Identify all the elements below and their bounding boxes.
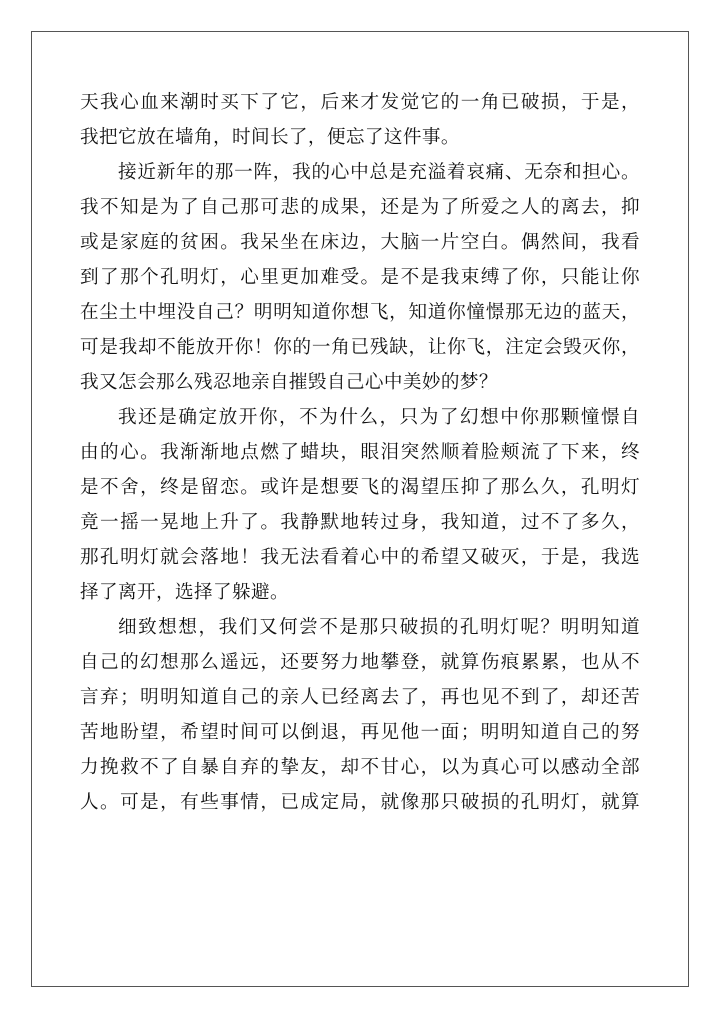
text-line: 天我心血来潮时买下了它，后来才发觉它的一角已破损，于是， bbox=[80, 92, 640, 113]
paragraph-start-line: 细致想想，我们又何尝不是那只破损的孔明灯呢？明明知道 bbox=[118, 617, 640, 638]
text-line: 自己的幻想那么遥远，还要努力地攀登，就算伤痕累累，也从不 bbox=[80, 652, 640, 673]
text-line: 由的心。我渐渐地点燃了蜡块，眼泪突然顺着脸颊流了下来，终 bbox=[80, 442, 640, 463]
text-line: 言弃；明明知道自己的亲人已经离去了，再也见不到了，却还苦 bbox=[80, 687, 640, 708]
text-line: 我不知是为了自己那可悲的成果，还是为了所爱之人的离去，抑 bbox=[80, 197, 640, 218]
text-line: 竟一摇一晃地上升了。我静默地转过身，我知道，过不了多久， bbox=[80, 512, 640, 533]
text-line: 择了离开，选择了躲避。 bbox=[80, 582, 289, 603]
paragraph-start-line: 我还是确定放开你，不为什么，只为了幻想中你那颗憧憬自 bbox=[118, 407, 640, 428]
text-line: 是不舍，终是留恋。或许是想要飞的渴望压抑了那么久，孔明灯 bbox=[80, 477, 640, 498]
text-line: 力挽救不了自暴自弃的挚友，却不甘心，以为真心可以感动全部 bbox=[80, 757, 640, 778]
text-line: 那孔明灯就会落地！我无法看着心中的希望又破灭，于是，我选 bbox=[80, 547, 640, 568]
text-line: 到了那个孔明灯，心里更加难受。是不是我束缚了你，只能让你 bbox=[80, 267, 640, 288]
text-line: 我把它放在墙角，时间长了，便忘了这件事。 bbox=[80, 127, 460, 148]
paragraph-start-line: 接近新年的那一阵，我的心中总是充溢着哀痛、无奈和担心。 bbox=[118, 162, 640, 183]
text-line: 我又怎会那么残忍地亲自摧毁自己心中美妙的梦？ bbox=[80, 372, 498, 393]
text-line: 可是我却不能放开你！你的一角已残缺，让你飞，注定会毁灭你， bbox=[80, 337, 640, 358]
text-line: 在尘土中埋没自己？明明知道你想飞，知道你憧憬那无边的蓝天， bbox=[80, 302, 640, 323]
document-body bbox=[80, 85, 640, 820]
text-line: 或是家庭的贫困。我呆坐在床边，大脑一片空白。偶然间，我看 bbox=[80, 232, 640, 253]
text-line: 人。可是，有些事情，已成定局，就像那只破损的孔明灯，就算 bbox=[80, 792, 640, 813]
text-line: 苦地盼望，希望时间可以倒退，再见他一面；明明知道自己的努 bbox=[80, 722, 640, 743]
